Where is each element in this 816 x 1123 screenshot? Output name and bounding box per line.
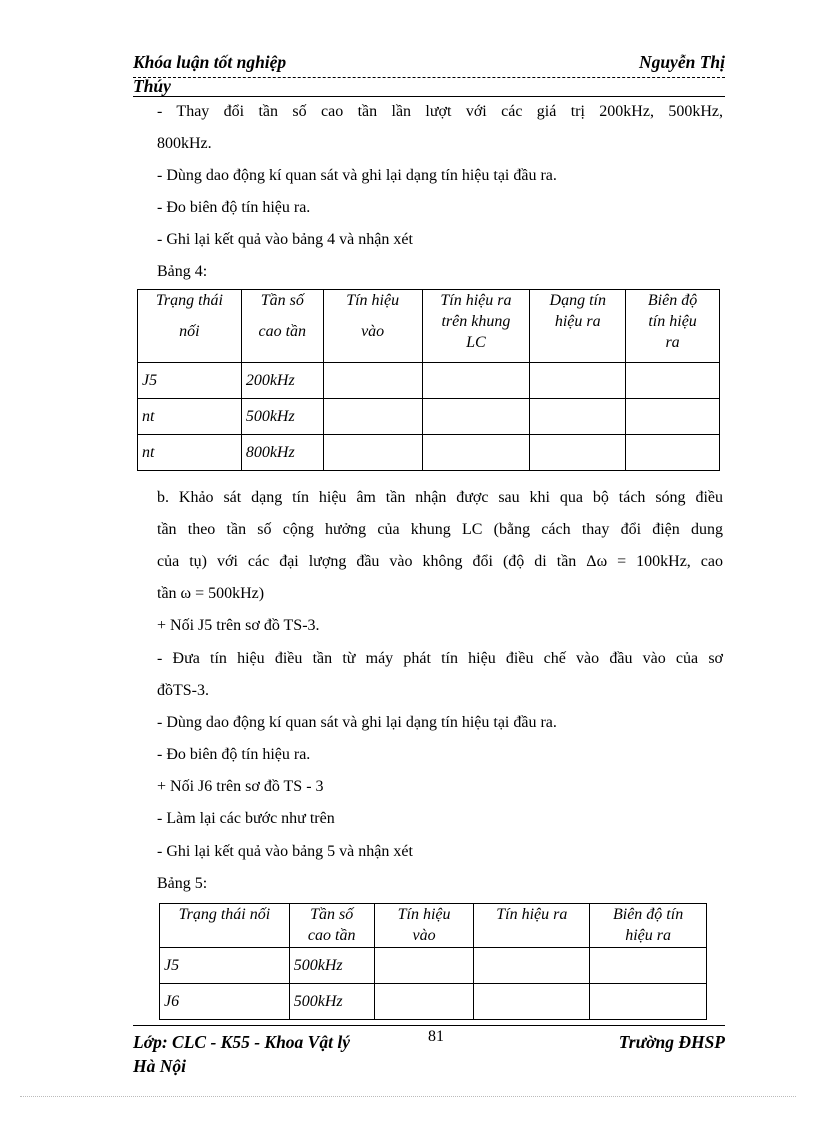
table-5-cell-empty xyxy=(374,984,474,1020)
step-4: - Đo biên độ tín hiệu ra. xyxy=(157,746,311,763)
header-left: Khóa luận tốt nghiệp xyxy=(133,52,287,72)
table-4-cell-empty xyxy=(626,399,720,435)
paragraph-b-line-2: tần theo tần số cộng hưởng của khung LC (bằng cách thay đổi điện dung xyxy=(157,521,723,538)
table-5-cell-empty xyxy=(374,948,474,984)
table-4-cell-state: nt xyxy=(138,435,242,471)
table-row xyxy=(138,435,720,471)
table-4-header-amplitude: Biên độ tín hiệu ra xyxy=(626,290,720,363)
table-5-cell-empty xyxy=(590,984,707,1020)
table-4-header-state: Trạng thái nối xyxy=(138,290,242,363)
step-7: - Ghi lại kết quả vào bảng 5 và nhận xét xyxy=(157,843,413,860)
table-4-header-input-signal: Tín hiệu vào xyxy=(323,290,422,363)
table-5-cell-frequency: 500kHz xyxy=(289,984,374,1020)
table-4-header-output-shape: Dạng tín hiệu ra xyxy=(530,290,626,363)
table-4 xyxy=(137,289,720,471)
table-4-header-frequency: Tần số cao tần xyxy=(241,290,323,363)
table-4-cell-frequency: 800kHz xyxy=(241,435,323,471)
paragraph-b-line-4: tần ω = 500kHz) xyxy=(157,585,265,602)
step-1: + Nối J5 trên sơ đồ TS-3. xyxy=(157,617,320,634)
table-4-cell-state: J5 xyxy=(138,363,242,399)
table-4-cell-empty xyxy=(422,363,530,399)
table-row xyxy=(138,399,720,435)
paragraph-1-line-2: 800kHz. xyxy=(157,135,212,152)
footer-rule xyxy=(133,1025,725,1026)
table-row xyxy=(138,363,720,399)
paragraph-4: - Ghi lại kết quả vào bảng 4 và nhận xét xyxy=(157,231,413,248)
table-4-header-row xyxy=(138,290,720,363)
step-2-line-1: - Đưa tín hiệu điều tần từ máy phát tín hiệu điều chế vào đầu vào của sơ xyxy=(157,650,723,667)
paragraph-2: - Dùng dao động kí quan sát và ghi lại dạng tín hiệu tại đầu ra. xyxy=(157,167,557,184)
footer-left-line-2: Hà Nội xyxy=(133,1056,186,1076)
table-row xyxy=(160,948,707,984)
step-2-line-2: đồTS-3. xyxy=(157,682,209,699)
table-4-cell-empty xyxy=(323,399,422,435)
table-5-cell-empty xyxy=(590,948,707,984)
table-5-header-input-signal: Tín hiệu vào xyxy=(374,904,474,948)
page-number: 81 xyxy=(428,1028,444,1045)
header-rule xyxy=(133,96,725,97)
step-6: - Làm lại các bước như trên xyxy=(157,810,335,827)
table-4-cell-empty xyxy=(530,399,626,435)
table-5-cell-state: J6 xyxy=(160,984,290,1020)
table-5-header-state: Trạng thái nối xyxy=(160,904,290,948)
table-5-cell-empty xyxy=(474,948,590,984)
table-5-cell-frequency: 500kHz xyxy=(289,948,374,984)
header-dashed-line xyxy=(133,77,725,78)
table-4-cell-frequency: 200kHz xyxy=(241,363,323,399)
paragraph-b-line-1: b. Khảo sát dạng tín hiệu âm tần nhận được sau khi qua bộ tách sóng điều xyxy=(157,489,723,506)
paragraph-3: - Đo biên độ tín hiệu ra. xyxy=(157,199,311,216)
table-5 xyxy=(159,903,707,1020)
table-4-cell-empty xyxy=(530,363,626,399)
paragraph-b-line-3: của tụ) với các đại lượng đầu vào không đổi (độ di tần Δω = 100kHz, cao xyxy=(157,553,723,570)
step-5: + Nối J6 trên sơ đồ TS - 3 xyxy=(157,778,324,795)
footer-right: Trường ĐHSP xyxy=(618,1032,725,1052)
table-4-cell-state: nt xyxy=(138,399,242,435)
table-5-cell-state: J5 xyxy=(160,948,290,984)
table-5-header-frequency: Tần số cao tần xyxy=(289,904,374,948)
header-right: Nguyễn Thị xyxy=(638,52,725,72)
table-4-cell-empty xyxy=(422,399,530,435)
table-4-header-output-lc: Tín hiệu ra trên khung LC xyxy=(422,290,530,363)
table-4-cell-empty xyxy=(530,435,626,471)
table-5-header-output-signal: Tín hiệu ra xyxy=(474,904,590,948)
paragraph-1-line-1: - Thay đổi tần số cao tần lần lượt với các giá trị 200kHz, 500kHz, xyxy=(157,103,723,120)
table-5-cell-empty xyxy=(474,984,590,1020)
table-4-cell-empty xyxy=(626,435,720,471)
page-bottom-border xyxy=(20,1096,796,1097)
header-second-line: Thúy xyxy=(133,76,171,96)
table-4-cell-empty xyxy=(626,363,720,399)
table-4-cell-empty xyxy=(323,363,422,399)
table-4-cell-frequency: 500kHz xyxy=(241,399,323,435)
table-4-cell-empty xyxy=(422,435,530,471)
table-4-cell-empty xyxy=(323,435,422,471)
table-4-caption: Bảng 4: xyxy=(157,263,208,280)
footer-left: Lớp: CLC - K55 - Khoa Vật lý xyxy=(133,1032,350,1052)
table-row xyxy=(160,984,707,1020)
table-5-header-amplitude: Biên độ tín hiệu ra xyxy=(590,904,707,948)
table-5-caption: Bảng 5: xyxy=(157,875,208,892)
step-3: - Dùng dao động kí quan sát và ghi lại dạng tín hiệu tại đầu ra. xyxy=(157,714,557,731)
table-5-header-row xyxy=(160,904,707,948)
